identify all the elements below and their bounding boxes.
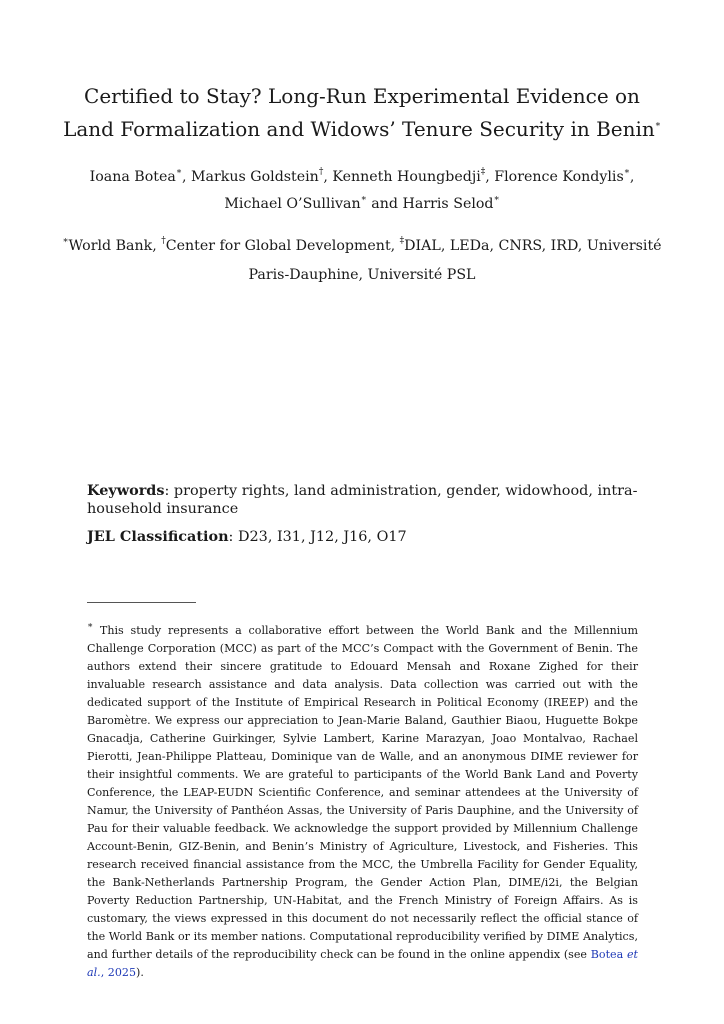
keywords-text: : property rights, land administration, gender, widowhood, intra-household insurance [87, 483, 638, 517]
jel-label: JEL Classification [87, 528, 229, 545]
jel-classification [87, 528, 643, 546]
footnote-body: This study represents a collaborative effort between the World Bank and the Millennium Challenge Corporation (MCC) as part of the MCC’s Compact with the Government of Benin. The authors extend their sincere gratitude to Edouard Mensah and Roxane Zighed for their invaluable research assistance and data analysis. Data collection was carried out with the dedicated support of the Institute of Empirical Research in Political Economy (IREEP) and the Baromètre. We express our appreciation to Jean-Marie Baland, Gauthier Biaou, Huguette Bokpe Gnacadja, Catherine Guirkinger, Sylvie Lambert, Karine Marazyan, Joao Montalvao, Rachael Pierotti, Jean-Philippe Platteau, Dominique van de Walle, and an anonymous DIME reviewer for their insightful comments. We are grateful to participants of the World Bank Land and Poverty Conference, the LEAP-EUDN Scientific Conference, and seminar attendees at the University of Namur, the University of Panthéon Assas, the University of Paris Dauphine, and the University of Pau for their valuable feedback. We acknowledge the support provided by Millennium Challenge Account-Benin, GIZ-Benin, and Benin’s Ministry of Agriculture, Livestock, and Fisheries. This research received financial assistance from the MCC, the Umbrella Facility for Gender Equality, the Bank-Netherlands Partnership Program, the Gender Action Plan, DIME/i2i, the Belgian Poverty Reduction Partnership, UN-Habitat, and the French Ministry of Foreign Affairs. As is customary, the views expressed in this document do not necessarily reflect the official stance of the World Bank or its member nations. Computational reproducibility verified by DIME Analytics, and further details of the reproducibility check can be found in the online appendix (see [87, 624, 638, 961]
footnote-rule [87, 602, 196, 603]
title-line-1: Certified to Stay? Long-Run Experimental Evidence on [84, 84, 640, 108]
jel-text: : D23, I31, J12, J16, O17 [228, 529, 407, 545]
author-name: Harris Selod [402, 196, 494, 212]
author-name: Kenneth Houngbedji [332, 169, 481, 185]
paper-title [40, 80, 684, 146]
footnote-mark: ∗ [87, 621, 94, 632]
title-line-2: Land Formalization and Widows’ Tenure Security in Benin∗ [63, 117, 661, 141]
author-name: Florence Kondylis [494, 169, 624, 185]
title-footnote-mark: ∗ [654, 120, 661, 131]
keywords-label: Keywords [87, 482, 165, 499]
citation-link[interactable]: Botea et al., 2025 [87, 948, 638, 979]
author-list: Ioana Botea∗, Markus Goldstein†, Kenneth Houngbedji‡, Florence Kondylis∗, Michael O’Sullivan∗ and Harris Selod∗ [89, 167, 635, 212]
footnote: ∗ This study represents a collaborative effort between the World Bank and the Millennium Challenge Corporation (MCC) as part of the MCC’s Compact with the Government of Benin. The authors extend their sincere gratitude to Edouard Mensah and Roxane Zighed for their invaluable research assistance and data analysis. Data collection was carried out with the dedicated support of the Institute of Empirical Research in Political Economy (IREEP) and the Baromètre. We express our appreciation to Jean-Marie Baland, Gauthier Biaou, Huguette Bokpe Gnacadja, Catherine Guirkinger, Sylvie Lambert, Karine Marazyan, Joao Montalvao, Rachael Pierotti, Jean-Philippe Platteau, Dominique van de Walle, and an anonymous DIME reviewer for their insightful comments. We are grateful to participants of the World Bank Land and Poverty Conference, the LEAP-EUDN Scientific Conference, and seminar attendees at the University of Namur, the University of Panthéon Assas, the University of Paris Dauphine, and the University of Pau for their valuable feedback. We acknowledge the support provided by Millennium Challenge Account-Benin, GIZ-Benin, and Benin’s Ministry of Agriculture, Livestock, and Fisheries. This research received financial assistance from the MCC, the Umbrella Facility for Gender Equality, the Bank-Netherlands Partnership Program, the Gender Action Plan, DIME/i2i, the Belgian Poverty Reduction Partnership, UN-Habitat, and the French Ministry of Foreign Affairs. As is customary, the views expressed in this document do not necessarily reflect the official stance of the World Bank or its member nations. Computational reproducibility verified by DIME Analytics, and further details of the reproducibility check can be found in the online appendix (see Botea et al., 2025). [87, 621, 638, 979]
author-name: Michael O’Sullivan [224, 196, 361, 212]
keywords [87, 482, 643, 518]
author-name: Markus Goldstein [190, 169, 319, 185]
affiliations: ∗World Bank, †Center for Global Development, ‡DIAL, LEDa, CNRS, IRD, Université Paris-Dauphine, Université PSL [62, 236, 662, 283]
author-name: Ioana Botea [89, 169, 176, 185]
